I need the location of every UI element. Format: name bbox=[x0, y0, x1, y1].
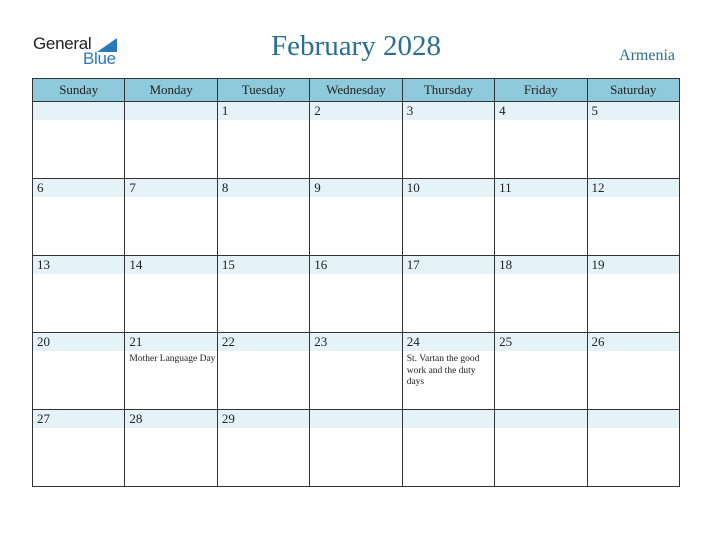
day-number: 5 bbox=[591, 103, 599, 118]
day-header-bar bbox=[403, 333, 494, 351]
day-header-bar bbox=[218, 179, 309, 197]
day-header-bar bbox=[588, 410, 679, 428]
day-header-bar bbox=[125, 179, 216, 197]
weekday-monday: Monday bbox=[125, 79, 217, 102]
day-number: 7 bbox=[129, 180, 136, 195]
holiday-event: Mother Language Day bbox=[129, 354, 216, 364]
day-header-bar bbox=[33, 256, 124, 274]
day-header-bar bbox=[495, 333, 586, 351]
day-cell-1 bbox=[217, 102, 309, 179]
calendar-grid bbox=[32, 78, 680, 487]
day-header-bar bbox=[218, 102, 309, 120]
week-row bbox=[33, 179, 680, 256]
day-number: 15 bbox=[221, 257, 235, 272]
day-header-bar bbox=[218, 410, 309, 428]
weekday-sunday: Sunday bbox=[33, 79, 125, 102]
day-header-bar bbox=[403, 179, 494, 197]
empty-day-cell bbox=[310, 410, 402, 487]
day-header-bar bbox=[588, 256, 679, 274]
day-cell-27 bbox=[33, 410, 125, 487]
day-number: 23 bbox=[314, 334, 328, 349]
day-header-bar bbox=[588, 333, 679, 351]
logo-general-text: General bbox=[33, 34, 92, 53]
empty-day-cell bbox=[402, 410, 494, 487]
day-header-bar bbox=[495, 102, 586, 120]
day-header-bar bbox=[310, 410, 401, 428]
day-header-bar bbox=[310, 179, 401, 197]
country-label: Armenia bbox=[619, 47, 675, 64]
weekday-header-row bbox=[33, 79, 680, 102]
day-cell-5 bbox=[587, 102, 679, 179]
calendar-title: February 2028 bbox=[271, 30, 441, 62]
weekday-thursday: Thursday bbox=[402, 79, 494, 102]
day-header-bar bbox=[588, 179, 679, 197]
empty-day-cell bbox=[495, 410, 587, 487]
day-header-bar bbox=[33, 179, 124, 197]
day-cell-3 bbox=[402, 102, 494, 179]
day-number: 12 bbox=[591, 180, 605, 195]
day-number: 26 bbox=[591, 334, 605, 349]
week-row bbox=[33, 256, 680, 333]
day-cell-23 bbox=[310, 333, 402, 410]
day-cell-28 bbox=[125, 410, 217, 487]
day-header-bar bbox=[495, 410, 586, 428]
day-cell-24 bbox=[402, 333, 494, 410]
day-header-bar bbox=[495, 256, 586, 274]
day-header-bar bbox=[33, 333, 124, 351]
day-header-bar bbox=[310, 333, 401, 351]
day-header-bar bbox=[218, 333, 309, 351]
weekday-wednesday: Wednesday bbox=[310, 79, 402, 102]
day-cell-26 bbox=[587, 333, 679, 410]
day-header-bar bbox=[403, 102, 494, 120]
week-row bbox=[33, 102, 680, 179]
empty-day-cell bbox=[587, 410, 679, 487]
weekday-friday: Friday bbox=[495, 79, 587, 102]
day-cell-14 bbox=[125, 256, 217, 333]
day-number: 17 bbox=[406, 257, 420, 272]
day-header-bar bbox=[125, 256, 216, 274]
day-cell-10 bbox=[402, 179, 494, 256]
day-header-bar bbox=[218, 256, 309, 274]
day-cell-2 bbox=[310, 102, 402, 179]
day-number: 2 bbox=[314, 103, 321, 118]
day-header-bar bbox=[310, 102, 401, 120]
day-header-bar bbox=[125, 102, 216, 120]
day-header-bar bbox=[310, 256, 401, 274]
week-row bbox=[33, 410, 680, 487]
day-cell-18 bbox=[495, 256, 587, 333]
day-header-bar bbox=[588, 102, 679, 120]
day-cell-4 bbox=[495, 102, 587, 179]
day-header-bar bbox=[125, 333, 216, 351]
weekday-saturday: Saturday bbox=[587, 79, 679, 102]
day-number: 22 bbox=[221, 334, 235, 349]
day-cell-12 bbox=[587, 179, 679, 256]
day-number: 1 bbox=[221, 103, 229, 118]
day-number: 28 bbox=[129, 411, 143, 426]
day-number: 29 bbox=[221, 411, 235, 426]
day-cell-9 bbox=[310, 179, 402, 256]
logo-blue-text: Blue bbox=[83, 49, 116, 68]
day-cell-16 bbox=[310, 256, 402, 333]
day-number: 10 bbox=[406, 180, 420, 195]
day-number: 4 bbox=[499, 103, 506, 118]
day-cell-20 bbox=[33, 333, 125, 410]
day-number: 21 bbox=[129, 334, 143, 349]
day-cell-11 bbox=[495, 179, 587, 256]
day-cell-22 bbox=[217, 333, 309, 410]
day-number: 18 bbox=[499, 257, 513, 272]
day-number: 19 bbox=[591, 257, 605, 272]
empty-day-cell bbox=[125, 102, 217, 179]
weekday-tuesday: Tuesday bbox=[217, 79, 309, 102]
day-number: 6 bbox=[37, 180, 44, 195]
day-cell-13 bbox=[33, 256, 125, 333]
day-header-bar bbox=[33, 102, 124, 120]
day-cell-6 bbox=[33, 179, 125, 256]
day-number: 24 bbox=[406, 334, 420, 349]
day-header-bar bbox=[403, 256, 494, 274]
day-header-bar bbox=[125, 410, 216, 428]
day-cell-19 bbox=[587, 256, 679, 333]
day-number: 14 bbox=[129, 257, 143, 272]
day-cell-25 bbox=[495, 333, 587, 410]
day-number: 3 bbox=[406, 103, 414, 118]
day-cell-29 bbox=[217, 410, 309, 487]
day-number: 8 bbox=[221, 180, 229, 195]
day-cell-8 bbox=[217, 179, 309, 256]
day-cell-17 bbox=[402, 256, 494, 333]
day-cell-21 bbox=[125, 333, 217, 410]
day-number: 9 bbox=[314, 180, 321, 195]
day-cell-7 bbox=[125, 179, 217, 256]
holiday-event: St. Vartan the good work and the duty days bbox=[406, 354, 480, 387]
day-cell-15 bbox=[217, 256, 309, 333]
week-row bbox=[33, 333, 680, 410]
day-header-bar bbox=[495, 179, 586, 197]
day-header-bar bbox=[33, 410, 124, 428]
day-number: 25 bbox=[499, 334, 513, 349]
day-number: 13 bbox=[37, 257, 50, 272]
day-number: 16 bbox=[314, 257, 328, 272]
empty-day-cell bbox=[33, 102, 125, 179]
day-number: 11 bbox=[499, 180, 512, 195]
day-number: 27 bbox=[37, 411, 50, 426]
day-header-bar bbox=[403, 410, 494, 428]
day-number: 20 bbox=[37, 334, 50, 349]
